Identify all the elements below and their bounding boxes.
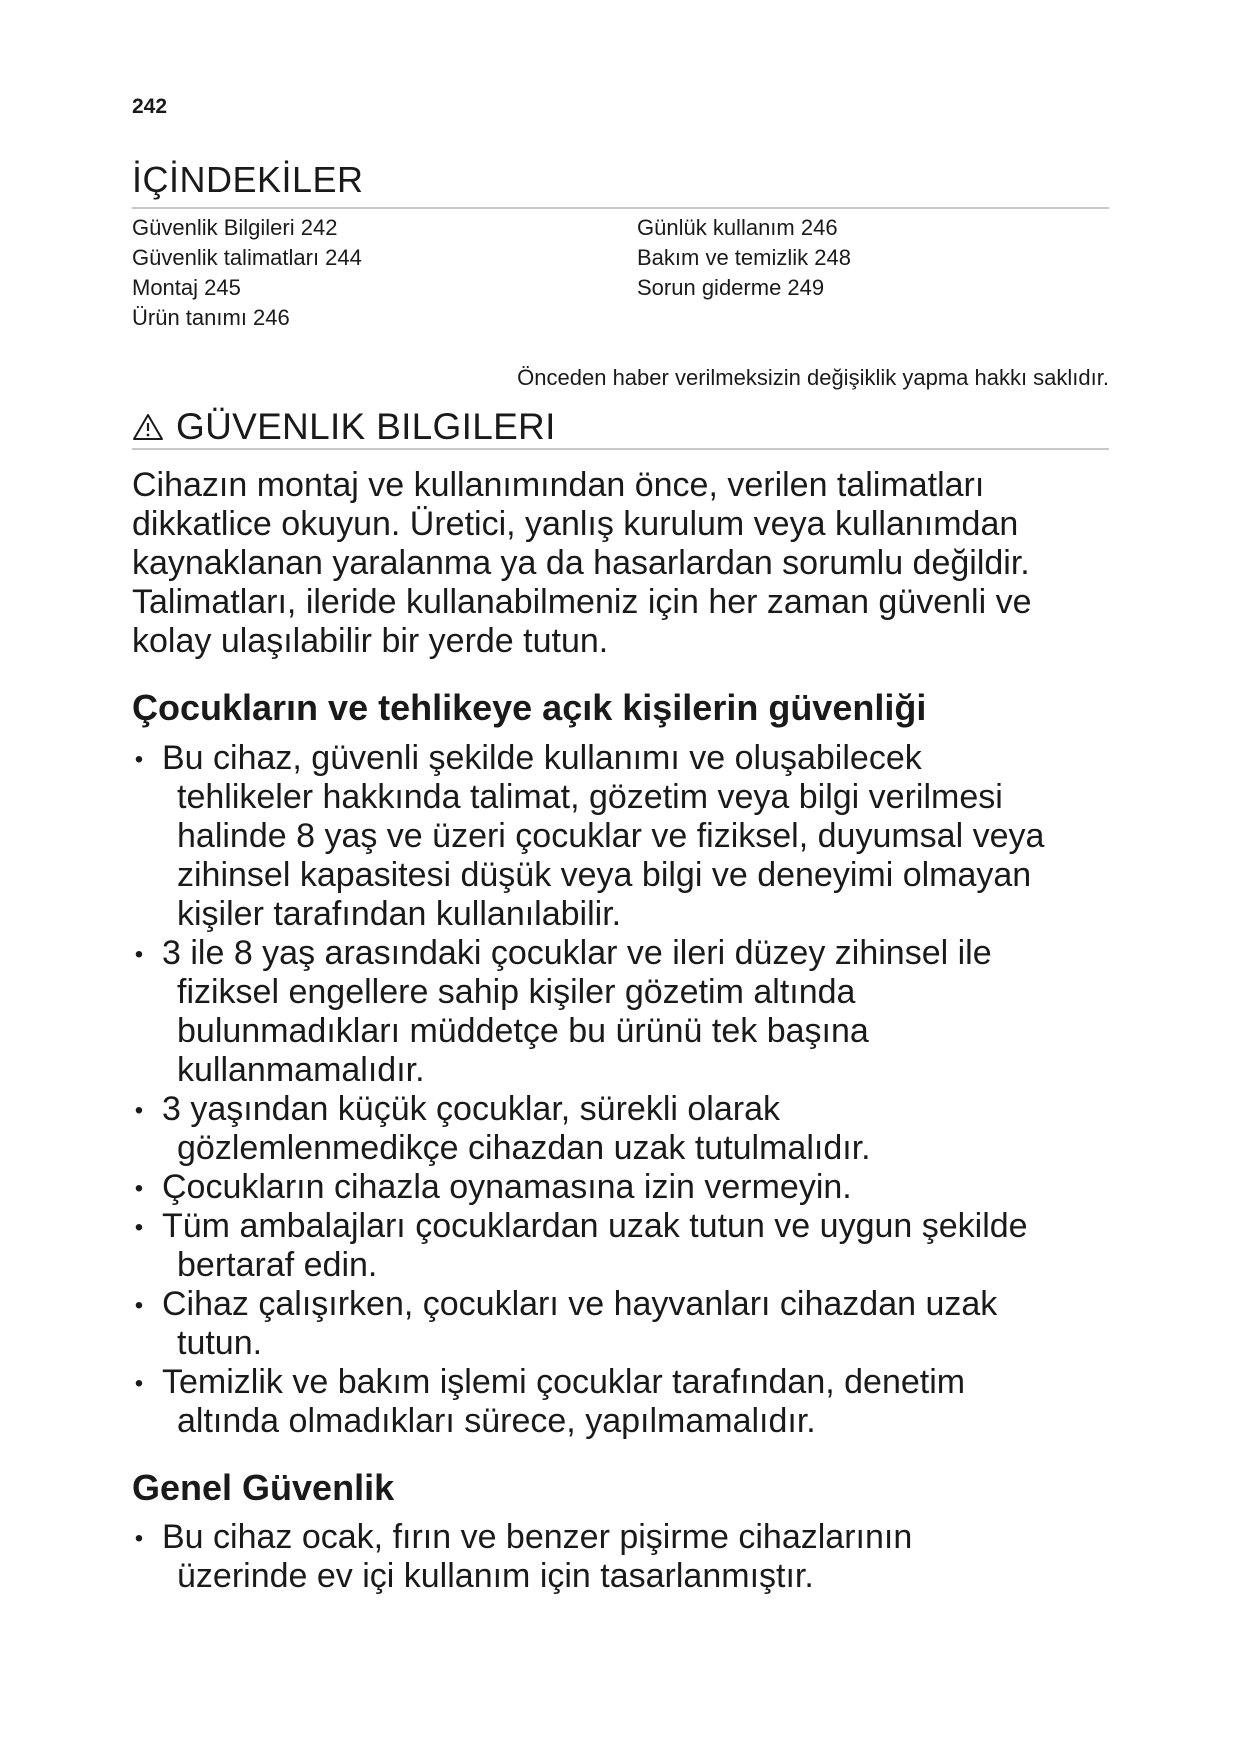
toc-item[interactable]: Güvenlik Bilgileri 242 <box>132 215 338 240</box>
bullet-dot: • <box>134 1292 144 1319</box>
bullet-line: altında olmadıkları sürece, yapılmamalıdır. <box>177 1402 816 1440</box>
list-item <box>132 1363 1132 1441</box>
bullet-line: kişiler tarafından kullanılabilir. <box>177 895 622 933</box>
general-safety-list <box>132 1518 1132 1596</box>
bullet-line: Bu cihaz ocak, fırın ve benzer pişirme cihazlarının <box>162 1518 913 1556</box>
toc-item[interactable]: Sorun giderme 249 <box>637 275 825 300</box>
bullet-line: Çocukların cihazla oynamasına izin vermeyin. <box>162 1168 852 1206</box>
bullet-dot: • <box>134 1175 144 1202</box>
list-item <box>132 1518 1132 1596</box>
bullet-dot: • <box>134 1370 144 1397</box>
intro-line: dikkatlice okuyun. Üretici, yanlış kurulum veya kullanımdan <box>132 505 1019 543</box>
warning-icon <box>132 413 164 441</box>
bullet-dot: • <box>134 1097 144 1124</box>
toc-title: İÇİNDEKİLER <box>132 159 364 200</box>
list-item <box>132 1090 1132 1168</box>
bullet-line: tutun. <box>177 1324 263 1362</box>
bullet-line: gözlemlenmedikçe cihazdan uzak tutulmalıdır. <box>177 1129 871 1167</box>
safety-title: GÜVENLIK BILGILERI <box>176 406 556 447</box>
list-item <box>132 1285 1132 1363</box>
bullet-line: zihinsel kapasitesi düşük veya bilgi ve deneyimi olmayan <box>177 856 1032 894</box>
general-safety-heading: Genel Güvenlik <box>132 1467 395 1508</box>
list-item <box>132 1168 1132 1207</box>
toc-right-column <box>637 213 851 303</box>
bullet-dot: • <box>134 1214 144 1241</box>
intro-line: Cihazın montaj ve kullanımından önce, verilen talimatları <box>132 466 985 504</box>
children-safety-list <box>132 739 1132 1441</box>
intro-line: Talimatları, ileride kullanabilmeniz için her zaman güvenli ve <box>132 583 1032 621</box>
bullet-line: kullanmamalıdır. <box>177 1051 425 1089</box>
safety-heading <box>132 408 556 445</box>
toc-item[interactable]: Bakım ve temizlik 248 <box>637 245 851 270</box>
safety-intro <box>132 466 1122 661</box>
toc-item[interactable]: Montaj 245 <box>132 275 241 300</box>
bullet-line: Temizlik ve bakım işlemi çocuklar tarafından, denetim <box>162 1363 966 1401</box>
bullet-line: üzerinde ev içi kullanım için tasarlanmıştır. <box>177 1557 814 1595</box>
bullet-line: halinde 8 yaş ve üzeri çocuklar ve fiziksel, duyumsal veya <box>177 817 1045 855</box>
safety-divider <box>132 448 1109 450</box>
bullet-dot: • <box>134 746 144 773</box>
bullet-line: bertaraf edin. <box>177 1246 378 1284</box>
bullet-line: Tüm ambalajları çocuklardan uzak tutun ve uygun şekilde <box>162 1207 1028 1245</box>
toc-divider <box>132 207 1109 209</box>
bullet-dot: • <box>134 1525 144 1552</box>
list-item <box>132 739 1132 934</box>
toc-item[interactable]: Günlük kullanım 246 <box>637 215 838 240</box>
change-notice: Önceden haber verilmeksizin değişiklik yapma hakkı saklıdır. <box>517 365 1109 390</box>
bullet-line: tehlikeler hakkında talimat, gözetim veya bilgi verilmesi <box>177 778 1003 816</box>
page-number: 242 <box>132 95 168 118</box>
bullet-dot: • <box>134 941 144 968</box>
list-item <box>132 934 1132 1090</box>
bullet-line: Bu cihaz, güvenli şekilde kullanımı ve oluşabilecek <box>162 739 922 777</box>
bullet-line: fiziksel engellere sahip kişiler gözetim altında <box>177 973 856 1011</box>
bullet-line: bulunmadıkları müddetçe bu ürünü tek başına <box>177 1012 869 1050</box>
children-safety-heading: Çocukların ve tehlikeye açık kişilerin güvenliği <box>132 687 927 728</box>
bullet-line: Cihaz çalışırken, çocukları ve hayvanları cihazdan uzak <box>162 1285 998 1323</box>
intro-line: kaynaklanan yaralanma ya da hasarlardan sorumlu değildir. <box>132 544 1030 582</box>
list-item <box>132 1207 1132 1285</box>
bullet-line: 3 ile 8 yaş arasındaki çocuklar ve ileri düzey zihinsel ile <box>162 934 992 972</box>
toc-left-column <box>132 213 362 333</box>
toc-item[interactable]: Ürün tanımı 246 <box>132 305 290 330</box>
intro-line: kolay ulaşılabilir bir yerde tutun. <box>132 622 609 660</box>
bullet-line: 3 yaşından küçük çocuklar, sürekli olarak <box>162 1090 780 1128</box>
toc-item[interactable]: Güvenlik talimatları 244 <box>132 245 362 270</box>
